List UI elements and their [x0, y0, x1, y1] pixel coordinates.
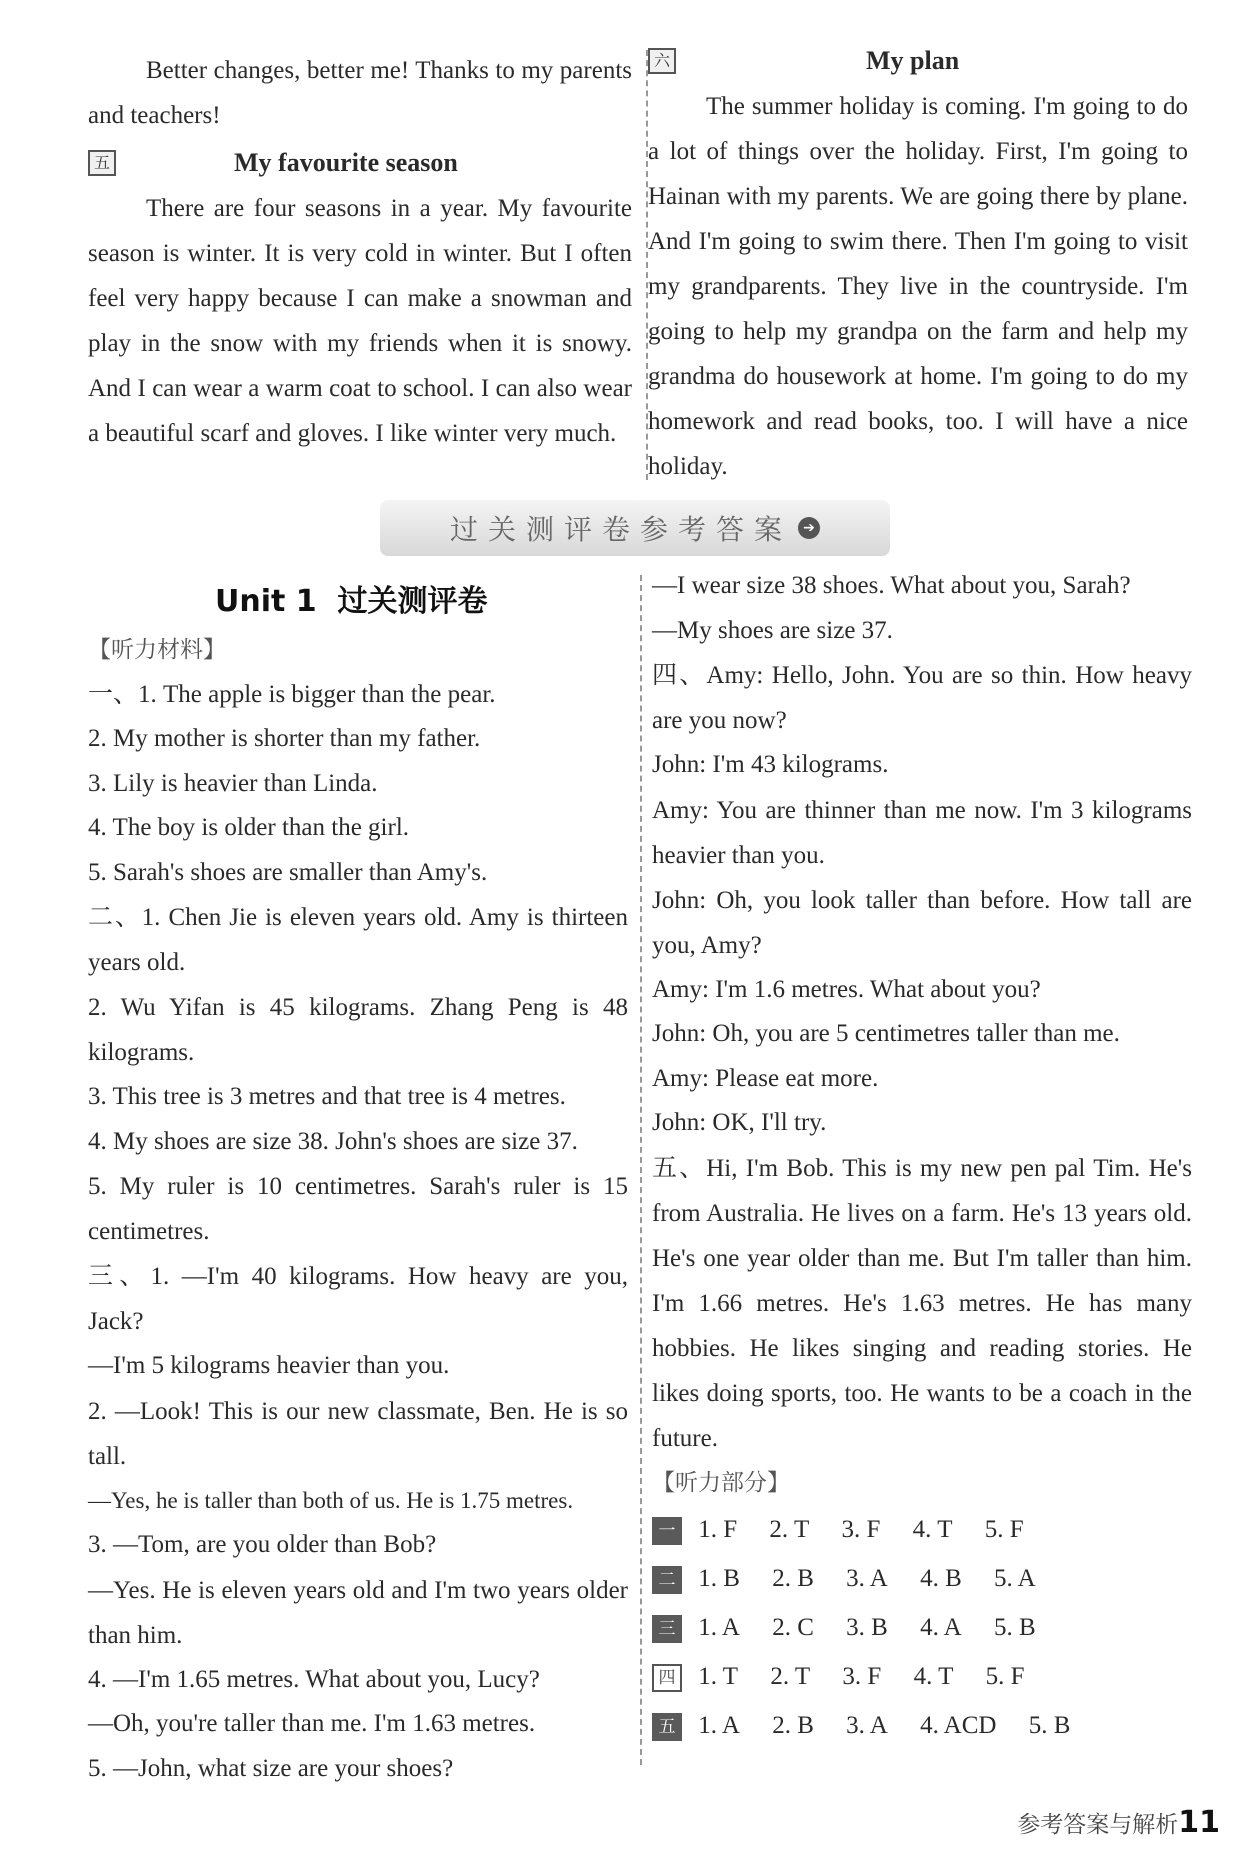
answers-banner [380, 500, 890, 556]
page-footer [1017, 1805, 1220, 1840]
list-item: 3. This tree is 3 metres and that tree is 4 metres. [88, 1083, 566, 1110]
list-item: 4. The boy is older than the girl. [88, 814, 410, 841]
answer: 4. T [913, 1663, 954, 1690]
section5-paragraph: There are four seasons in a year. My favourite season is winter. It is very cold in winter. But I often feel very happy because I can make a snowman and play in the snow with my friends when it is snowy. And I can wear a warm coat to school. I can also wear a beautiful scarf and gloves. I like winter very much. [88, 195, 632, 447]
list-item: John: Oh, you look taller than before. How tall are you, Amy? [652, 886, 1192, 959]
list-item: John: Oh, you are 5 centimetres taller than me. [652, 1020, 1120, 1047]
answer: 3. F [841, 1516, 881, 1543]
top-right-column [648, 38, 1188, 489]
list-item: Amy: Please eat more. [652, 1064, 879, 1092]
arrow-icon: ➔ [798, 517, 820, 539]
answer-row [652, 1701, 1192, 1750]
list-item: 2. —Look! This is our new classmate, Ben. He is so tall. [88, 1397, 628, 1470]
answer: 4. T [912, 1516, 953, 1543]
section-marker: 五 [88, 150, 116, 176]
list-item: 4. My shoes are size 38. John's shoes are size 37. [88, 1127, 578, 1155]
list-item: 三、1. —I'm 40 kilograms. How heavy are you, Jack? [88, 1263, 628, 1335]
list-item: —My shoes are size 37. [652, 616, 893, 644]
unit-title: Unit 1 过关测评卷 [215, 584, 488, 619]
section-marker: 三 [652, 1615, 682, 1643]
answer: 3. B [846, 1614, 888, 1641]
list-item: 二、1. Chen Jie is eleven years old. Amy is thirteen years old. [88, 904, 628, 976]
list-item: John: I'm 43 kilograms. [652, 751, 889, 778]
top-left-column [88, 48, 632, 456]
intro-paragraph: Better changes, better me! Thanks to my parents and teachers! [88, 57, 632, 129]
section6-header [648, 38, 1188, 84]
answer: 2. B [772, 1565, 814, 1592]
list-item: 4. —I'm 1.65 metres. What about you, Lucy? [88, 1665, 540, 1693]
section-marker: 一 [652, 1517, 682, 1545]
answer: 5. A [994, 1565, 1036, 1592]
answer: 4. B [920, 1565, 962, 1592]
answer: 1. T [698, 1663, 739, 1690]
list-item: —Yes. He is eleven years old and I'm two years older than him. [88, 1576, 628, 1649]
section5-header [88, 140, 632, 186]
answer: 2. T [770, 1663, 811, 1690]
list-item: 5. —John, what size are your shoes? [88, 1754, 454, 1782]
answer: 1. A [698, 1712, 740, 1739]
section5-title: My favourite season [234, 148, 458, 177]
answer: 3. F [842, 1663, 882, 1690]
answer: 5. B [994, 1614, 1036, 1641]
answer: 4. A [920, 1614, 962, 1641]
section-marker: 五 [652, 1713, 682, 1741]
list-item: 2. Wu Yifan is 45 kilograms. Zhang Peng is 48 kilograms. [88, 994, 628, 1066]
answer: 4. ACD [920, 1712, 997, 1739]
list-item: 五、Hi, I'm Bob. This is my new pen pal Tim. He's from Australia. He lives on a farm. He's 13 years old. He's one year older than me. But I'm taller than him. I'm 1.66 metres. He's 1.63 metres. He has many hobbies. He likes singing and reading stories. He likes doing sports, too. He wants to be a coach in the future. [652, 1154, 1192, 1452]
list-item: 一、1. The apple is bigger than the pear. [88, 680, 496, 708]
list-item: 四、Amy: Hello, John. You are so thin. How heavy are you now? [652, 662, 1192, 734]
answer-row [652, 1652, 1192, 1701]
answer: 2. T [769, 1516, 810, 1543]
answer-row [652, 1505, 1192, 1554]
section-marker: 四 [652, 1664, 682, 1692]
banner-text: 过关测评卷参考答案 [449, 513, 792, 546]
list-item: —Oh, you're taller than me. I'm 1.63 metres. [88, 1710, 536, 1737]
answer: 3. A [846, 1565, 888, 1592]
list-item: —Yes, he is taller than both of us. He is 1.75 metres. [88, 1487, 574, 1513]
list-item: —I'm 5 kilograms heavier than you. [88, 1352, 450, 1379]
list-item: 2. My mother is shorter than my father. [88, 725, 481, 752]
list-item: John: OK, I'll try. [652, 1109, 827, 1136]
list-item: Amy: You are thinner than me now. I'm 3 kilograms heavier than you. [652, 796, 1192, 869]
answer: 1. F [698, 1516, 738, 1543]
answer: 5. F [984, 1516, 1024, 1543]
answer: 1. A [698, 1614, 740, 1641]
list-item: 5. Sarah's shoes are smaller than Amy's. [88, 858, 488, 886]
answer: 5. B [1028, 1712, 1071, 1739]
list-item: 5. My ruler is 10 centimetres. Sarah's ruler is 15 centimetres. [88, 1173, 628, 1245]
section6-title: My plan [866, 46, 960, 75]
answer-row [652, 1554, 1192, 1603]
answer: 3. A [846, 1712, 888, 1739]
list-item: —I wear size 38 shoes. What about you, Sarah? [652, 572, 1131, 599]
section-marker: 六 [648, 48, 676, 74]
page-number: 11 [1178, 1805, 1220, 1840]
listening-part-tag: 【听力部分】 [652, 1469, 790, 1496]
answer: 1. B [698, 1565, 740, 1592]
answer: 2. C [772, 1614, 814, 1641]
bottom-left-column [88, 628, 628, 1791]
list-item: 3. Lily is heavier than Linda. [88, 769, 378, 797]
list-item: 3. —Tom, are you older than Bob? [88, 1531, 437, 1558]
list-item: Amy: I'm 1.6 metres. What about you? [652, 975, 1041, 1003]
section6-paragraph: The summer holiday is coming. I'm going to do a lot of things over the holiday. First, I'm going to Hainan with my parents. We are going there by plane. And I'm going to swim there. Then I'm going to visit my grandparents. They live in the countryside. I'm going to help my grandpa on the farm and help my grandma do housework at home. I'm going to do my homework and read books, too. I will have a nice holiday. [648, 93, 1188, 480]
column-divider-bottom [640, 575, 642, 1765]
bottom-right-column [652, 564, 1192, 1750]
listening-material-tag: 【听力材料】 [88, 637, 226, 663]
section-marker: 二 [652, 1566, 682, 1594]
footer-label: 参考答案与解析 [1017, 1812, 1179, 1838]
answer: 5. F [985, 1663, 1025, 1690]
answer-row [652, 1603, 1192, 1652]
answer: 2. B [772, 1712, 814, 1739]
